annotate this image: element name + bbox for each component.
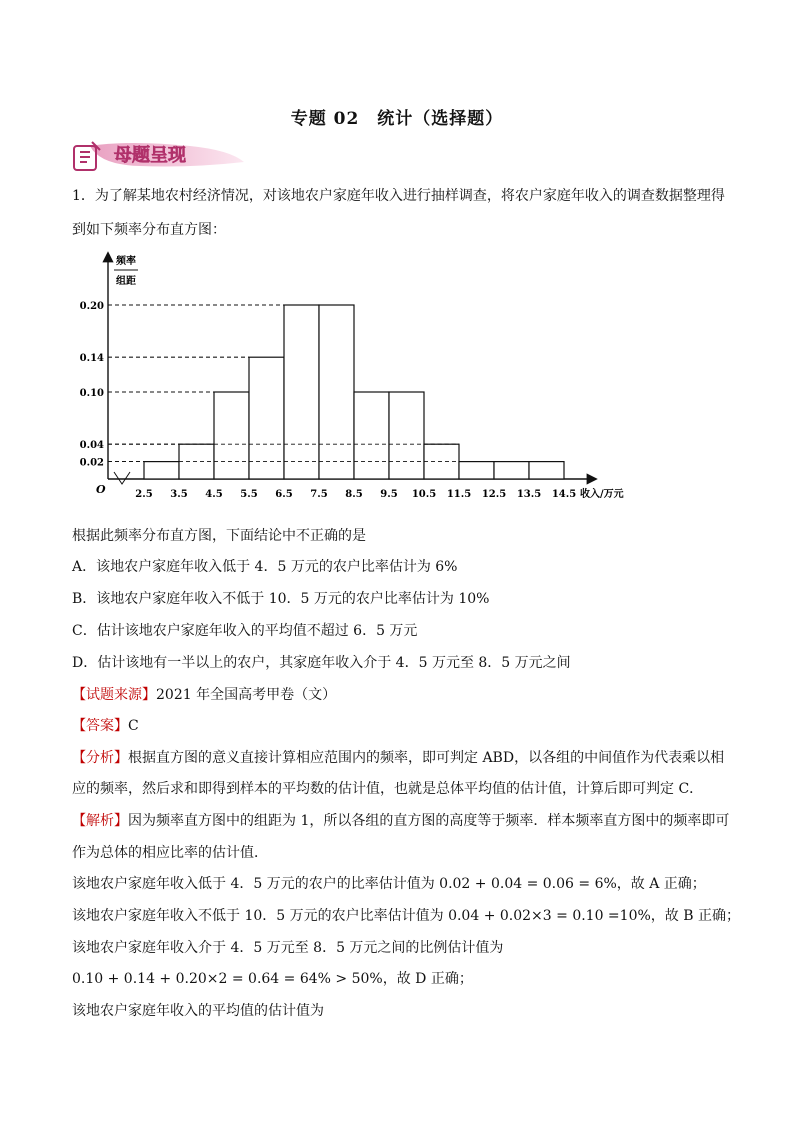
histogram-bar [529,462,564,479]
solution-line6: 0.10 + 0.14 + 0.20×2 = 0.64 = 64% > 50%，故 D 正确； [72,971,473,987]
question-prompt: 根据此频率分布直方图，下面结论中不正确的是 [72,528,366,544]
x-tick-label: 2.5 [135,489,153,500]
y-label-top: 频率 [116,256,136,267]
x-tick-label: 6.5 [275,489,293,500]
y-tick-label: 0.04 [80,440,104,452]
y-label-bottom: 组距 [116,276,136,287]
x-tick-label: 11.5 [446,489,472,500]
x-tick-label: 8.5 [345,489,363,500]
histogram-bar [494,462,529,479]
solution-text1: 因为频率直方图中的组距为 1，所以各组的直方图的高度等于频率．样本频率直方图中的频率即可 [128,813,730,829]
solution-line4: 该地农户家庭年收入不低于 10．5 万元的农户比率估计值为 0.04 + 0.02×3 = 0.10 =10%，故 B 正确； [72,908,740,924]
solution-line7: 该地农户家庭年收入的平均值的估计值为 [72,1003,324,1019]
x-tick-label: 7.5 [310,489,328,500]
solution-line2: 作为总体的相应比率的估计值． [72,845,268,861]
solution-line1 [72,811,729,831]
histogram-bar [319,305,354,479]
x-tick-label: 13.5 [516,489,542,500]
x-tick-label: 3.5 [170,489,188,500]
solution-line5: 该地农户家庭年收入介于 4．5 万元至 8．5 万元之间的比例估计值为 [72,940,504,956]
source-text: 2021 年全国高考甲卷（文） [156,687,337,703]
x-tick-label: 14.5 [551,489,577,500]
source-label: 【试题来源】 [72,687,156,703]
x-tick-label: 4.5 [205,489,223,500]
histogram-bar [354,392,389,479]
solution-label: 【解析】 [72,813,128,829]
banner-label: 母题呈现 [114,145,186,166]
histogram-bar [284,305,319,479]
histogram-bar [214,392,249,479]
option-c: C．估计该地农户家庭年收入的平均值不超过 6．5 万元 [72,623,418,639]
x-tick-label: 5.5 [240,489,258,500]
histogram-bar [249,357,284,479]
histogram-svg [80,242,640,502]
y-tick-label: 0.02 [80,457,104,469]
y-tick-label: 0.10 [80,388,104,399]
analysis-line1 [72,748,724,768]
x-tick-label: 10.5 [411,489,437,500]
x-axis-label: 收入/万元 [580,489,624,500]
book-icon [74,142,100,170]
answer-line [72,716,139,736]
option-d: D．估计该地有一半以上的农户，其家庭年收入介于 4．5 万元至 8．5 万元之间 [72,655,571,671]
answer-label: 【答案】 [72,718,128,734]
histogram-bar [389,392,424,479]
question-stem-line2: 到如下频率分布直方图： [72,222,226,238]
option-b: B．该地农户家庭年收入不低于 10．5 万元的农户比率估计为 10% [72,591,490,607]
banner-graphic [70,136,246,176]
analysis-line2: 应的频率，然后求和即得到样本的平均数的估计值，也就是总体平均值的估计值，计算后即可判定 C． [72,781,704,797]
x-tick-label: 9.5 [380,489,398,500]
y-tick-label: 0.20 [80,301,104,312]
histogram-bar [144,462,179,479]
solution-line3: 该地农户家庭年收入低于 4．5 万元的农户的比率估计值为 0.02 + 0.04 = 0.06 = 6%，故 A 正确； [72,876,706,892]
axis-break [114,472,130,484]
section-banner [70,136,246,176]
y-tick-label: 0.14 [80,353,104,365]
origin-label: O [96,483,106,496]
x-tick-label: 12.5 [481,489,507,500]
page-title: 专题 02 统计（选择题） [290,109,504,129]
option-a: A．该地农户家庭年收入低于 4．5 万元的农户比率估计为 6% [72,559,458,575]
histogram-bar [459,462,494,479]
analysis-text1: 根据直方图的意义直接计算相应范围内的频率，即可判定 ABD，以各组的中间值作为代表乘以相 [128,750,725,766]
question-stem-line1: 1．为了解某地农村经济情况，对该地农户家庭年收入进行抽样调查，将农户家庭年收入的调查数据整理得 [72,188,725,204]
source-line [72,685,336,705]
histogram [80,242,640,502]
analysis-label: 【分析】 [72,750,128,766]
answer-text: C [128,718,139,734]
